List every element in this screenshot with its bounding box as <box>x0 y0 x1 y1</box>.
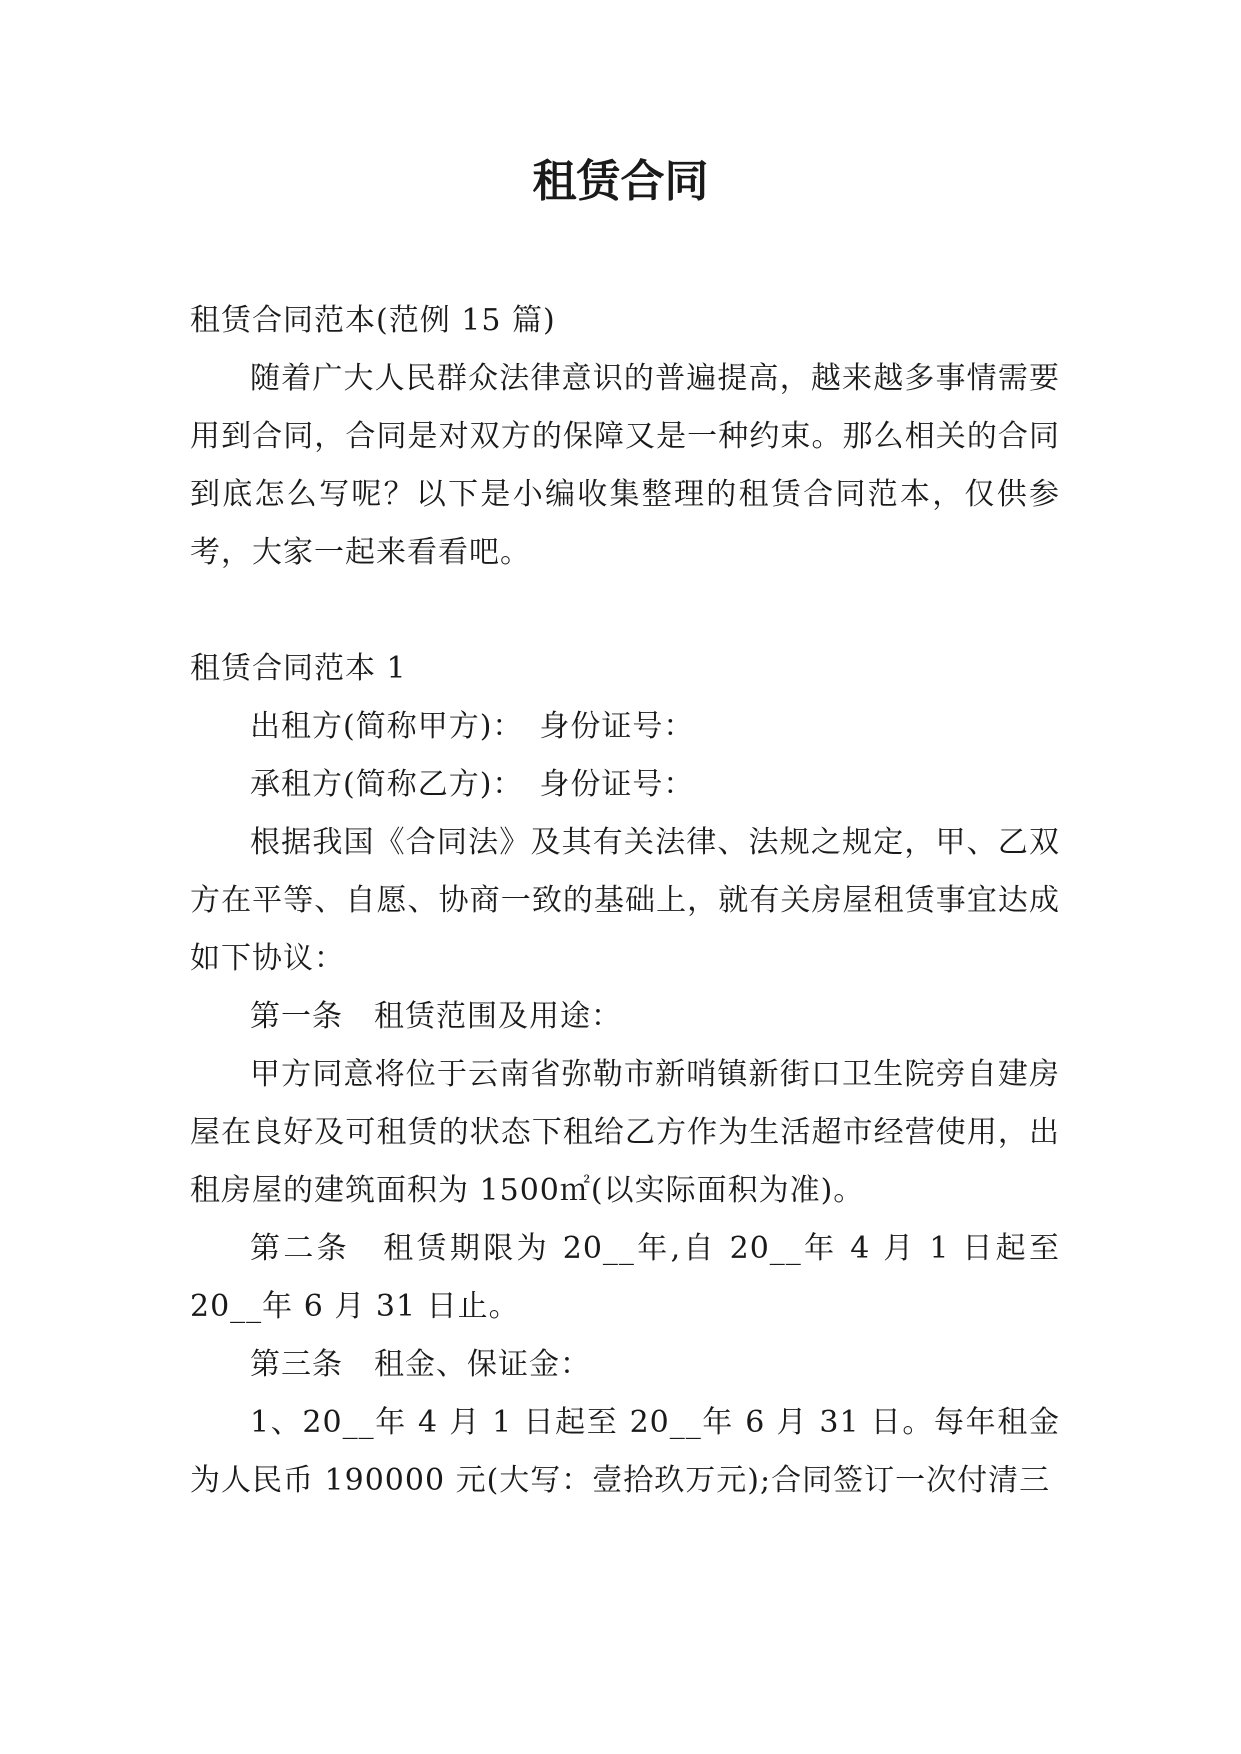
document-title: 租赁合同 <box>532 156 709 207</box>
document-subtitle: 租赁合同范本(范例 15 篇) <box>190 303 556 338</box>
document-body <box>190 292 1060 1510</box>
article3-title: 第三条 租金、保证金： <box>250 1347 591 1382</box>
article1-body: 甲方同意将位于云南省弥勒市新哨镇新街口卫生院旁自建房屋在良好及可租赁的状态下租给乙方作为生活超市经营使用，出租房屋的建筑面积为 1500㎡(以实际面积为准)。 <box>190 1057 1060 1208</box>
intro-paragraph: 随着广大人民群众法律意识的普遍提高，越来越多事情需要用到合同，合同是对双方的保障又是一种约束。那么相关的合同到底怎么写呢？以下是小编收集整理的租赁合同范本，仅供参考，大家一起来看看吧。 <box>190 361 1060 570</box>
lessee-line: 承租方(简称乙方)： 身份证号： <box>250 767 695 802</box>
section-heading: 租赁合同范本 1 <box>190 651 407 686</box>
article1-title: 第一条 租赁范围及用途： <box>250 999 622 1034</box>
article2-paragraph: 第二条 租赁期限为 20__年,自 20__年 4 月 1 日起至 20__年 6 月 31 日止。 <box>190 1231 1060 1324</box>
paragraph-gap <box>190 582 1060 640</box>
article3-item1: 1、20__年 4 月 1 日起至 20__年 6 月 31 日。每年租金为人民币 190000 元(大写：壹拾玖万元);合同签订一次付清三 <box>190 1405 1060 1498</box>
preamble-paragraph: 根据我国《合同法》及其有关法律、法规之规定，甲、乙双方在平等、自愿、协商一致的基础上，就有关房屋租赁事宜达成如下协议： <box>190 825 1060 976</box>
lessor-line: 出租方(简称甲方)： 身份证号： <box>250 709 695 744</box>
